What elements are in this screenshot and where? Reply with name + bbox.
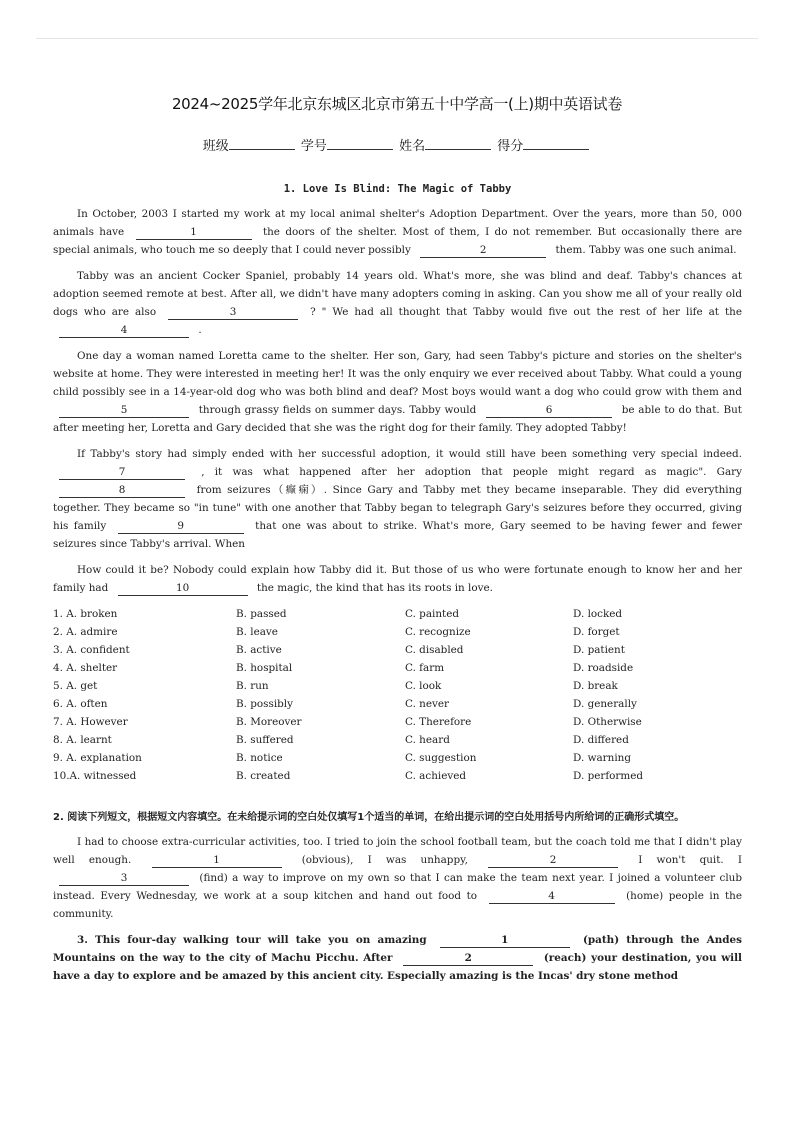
option-row [53, 749, 742, 767]
option-row [53, 659, 742, 677]
option-row [53, 695, 742, 713]
option-d[interactable]: D. performed [573, 770, 644, 782]
s3-blank-1[interactable]: 1 [440, 934, 570, 948]
option-c[interactable]: C. painted [405, 608, 460, 620]
section2-heading: 2. 阅读下列短文，根据短文内容填空。在未给提示词的空白处仅填写1个适当的单词，在给出提示词的空白处用括号内所给词的正确形式填空。 [53, 812, 685, 823]
section2-passage: I had to choose extra-curricular activities, too. I tried to join the school football team, but the coach told me that I didn't play well enough. 1 (obvious), I was unhappy, 2 I won't quit. I 3 (find) a way to improve on my own so that I can make the team next year. I joined a volunteer club instead. Every Wednesday, we work at a soup kitchen and hand out food to 4 (home) people in the community. [53, 836, 743, 920]
option-b[interactable]: B. active [236, 644, 282, 656]
s2-blank-2[interactable]: 2 [488, 854, 618, 868]
option-c[interactable]: C. never [405, 698, 450, 710]
option-d[interactable]: D. roadside [573, 662, 634, 674]
option-a[interactable]: 2. A. admire [53, 626, 118, 638]
option-row [53, 623, 742, 641]
blank-10[interactable]: 10 [118, 582, 248, 596]
blank-2[interactable]: 2 [420, 244, 546, 258]
option-d[interactable]: D. locked [573, 608, 623, 620]
option-c[interactable]: C. look [405, 680, 442, 692]
blank-4[interactable]: 4 [59, 324, 189, 338]
option-row [53, 713, 742, 731]
student-info-row [0, 135, 794, 154]
option-b[interactable]: B. hospital [236, 662, 293, 674]
option-row [53, 641, 742, 659]
option-c[interactable]: C. recognize [405, 626, 471, 638]
blank-9[interactable]: 9 [118, 520, 244, 534]
option-a[interactable]: 5. A. get [53, 680, 98, 692]
passage-paragraph-2: Tabby was an ancient Cocker Spaniel, probably 14 years old. What's more, she was blind and deaf. Tabby's chances at adoption seemed remote at best. After all, we didn't have many adopters coming in asking. Can you show me all of your really old dogs who are also 3 ? " We had all thought that Tabby would five out the rest of her life at the 4 . [53, 270, 742, 336]
option-a[interactable]: 9. A. explanation [53, 752, 142, 764]
option-c[interactable]: C. achieved [405, 770, 467, 782]
option-b[interactable]: B. Moreover [236, 716, 302, 728]
s3-blank-2[interactable]: 2 [403, 952, 533, 966]
option-b[interactable]: B. possibly [236, 698, 293, 710]
option-c[interactable]: C. disabled [405, 644, 464, 656]
blank-7[interactable]: 7 [59, 466, 185, 480]
class-label: 班级 [202, 139, 229, 154]
option-d[interactable]: D. generally [573, 698, 637, 710]
s2-blank-1[interactable]: 1 [152, 854, 282, 868]
score-field[interactable] [523, 138, 589, 150]
score-label: 得分 [497, 139, 524, 154]
option-a[interactable]: 7. A. However [53, 716, 128, 728]
exam-content [53, 180, 742, 993]
option-a[interactable]: 4. A. shelter [53, 662, 118, 674]
option-row [53, 731, 742, 749]
s2-blank-3[interactable]: 3 [59, 872, 189, 886]
blank-1[interactable]: 1 [136, 226, 252, 240]
section3-passage: 3. This four-day walking tour will take you on amazing 1 (path) through the Andes Mountains on the way to the city of Machu Picchu. After 2 (reach) your destination, you will have a day to explore and be amazed by this ancient city. Especially amazing is the Incas' dry stone method [53, 934, 742, 982]
student-id-field[interactable] [327, 138, 393, 150]
option-b[interactable]: B. created [236, 770, 291, 782]
name-field[interactable] [425, 138, 491, 150]
name-label: 姓名 [399, 139, 426, 154]
page-title: 2024~2025学年北京东城区北京市第五十中学高一(上)期中英语试卷 [171, 95, 623, 113]
option-a[interactable]: 8. A. learnt [53, 734, 112, 746]
blank-3[interactable]: 3 [168, 306, 298, 320]
s2-blank-4[interactable]: 4 [489, 890, 615, 904]
option-d[interactable]: D. Otherwise [573, 716, 642, 728]
passage-paragraph-3: One day a woman named Loretta came to the shelter. Her son, Gary, had seen Tabby's picture and stories on the shelter's website at home. They were interested in meeting her! It was the only enquiry we ever received about Tabby. What could a young child possibly see in a 14-year-old dog who was both blind and deaf? Most boys would want a dog who could grow with them and 5 through grassy fields on summer days. Tabby would 6 be able to do that. But after meeting her, Loretta and Gary decided that she was the right dog for their family. They adopted Tabby! [53, 350, 742, 434]
passage-paragraph-1: In October, 2003 I started my work at my local animal shelter's Adoption Department. Over the years, more than 50, 000 animals have 1 the doors of the shelter. Most of them, I do not remember. But occasionally there are special animals, who touch me so deeply that I could never possibly 2 them. Tabby was one such animal. [53, 208, 742, 256]
class-field[interactable] [229, 138, 295, 150]
option-b[interactable]: B. leave [236, 626, 278, 638]
option-d[interactable]: D. differed [573, 734, 629, 746]
option-a[interactable]: 3. A. confident [53, 644, 130, 656]
option-row [53, 677, 742, 695]
option-a[interactable]: 6. A. often [53, 698, 108, 710]
passage-paragraph-5: How could it be? Nobody could explain how Tabby did it. But those of us who were fortunate enough to know her and her family had 10 the magic, the kind that has its roots in love. [53, 564, 742, 594]
option-row [53, 605, 742, 623]
passage-paragraph-4: If Tabby's story had simply ended with her successful adoption, it would still have been something very special indeed. 7 , it was what happened after her adoption that people might regard as magic". Gary 8 from seizures（癫痫）. Since Gary and Tabby met they became inseparable. They did everything together. They became so "in tune" with one another that Tabby began to telegraph Gary's seizures before they occurred, giving his family 9 that one was about to strike. What's more, Gary seemed to be having fewer and fewer seizures since Tabby's arrival. When [53, 448, 742, 550]
option-d[interactable]: D. break [573, 680, 618, 692]
answer-options [53, 605, 742, 785]
option-c[interactable]: C. farm [405, 662, 445, 674]
blank-6[interactable]: 6 [486, 404, 612, 418]
option-c[interactable]: C. heard [405, 734, 450, 746]
option-a[interactable]: 10.A. witnessed [53, 770, 137, 782]
option-b[interactable]: B. run [236, 680, 269, 692]
option-d[interactable]: D. patient [573, 644, 625, 656]
option-c[interactable]: C. suggestion [405, 752, 477, 764]
blank-8[interactable]: 8 [59, 484, 185, 498]
option-d[interactable]: D. warning [573, 752, 631, 764]
option-c[interactable]: C. Therefore [405, 716, 472, 728]
option-d[interactable]: D. forget [573, 626, 620, 638]
option-b[interactable]: B. notice [236, 752, 283, 764]
option-b[interactable]: B. passed [236, 608, 287, 620]
option-b[interactable]: B. suffered [236, 734, 294, 746]
option-a[interactable]: 1. A. broken [53, 608, 118, 620]
top-rule [36, 38, 758, 39]
student-id-label: 学号 [300, 139, 327, 154]
section1-title: 1. Love Is Blind: The Magic of Tabby [283, 183, 512, 195]
option-row [53, 767, 742, 785]
blank-5[interactable]: 5 [59, 404, 189, 418]
